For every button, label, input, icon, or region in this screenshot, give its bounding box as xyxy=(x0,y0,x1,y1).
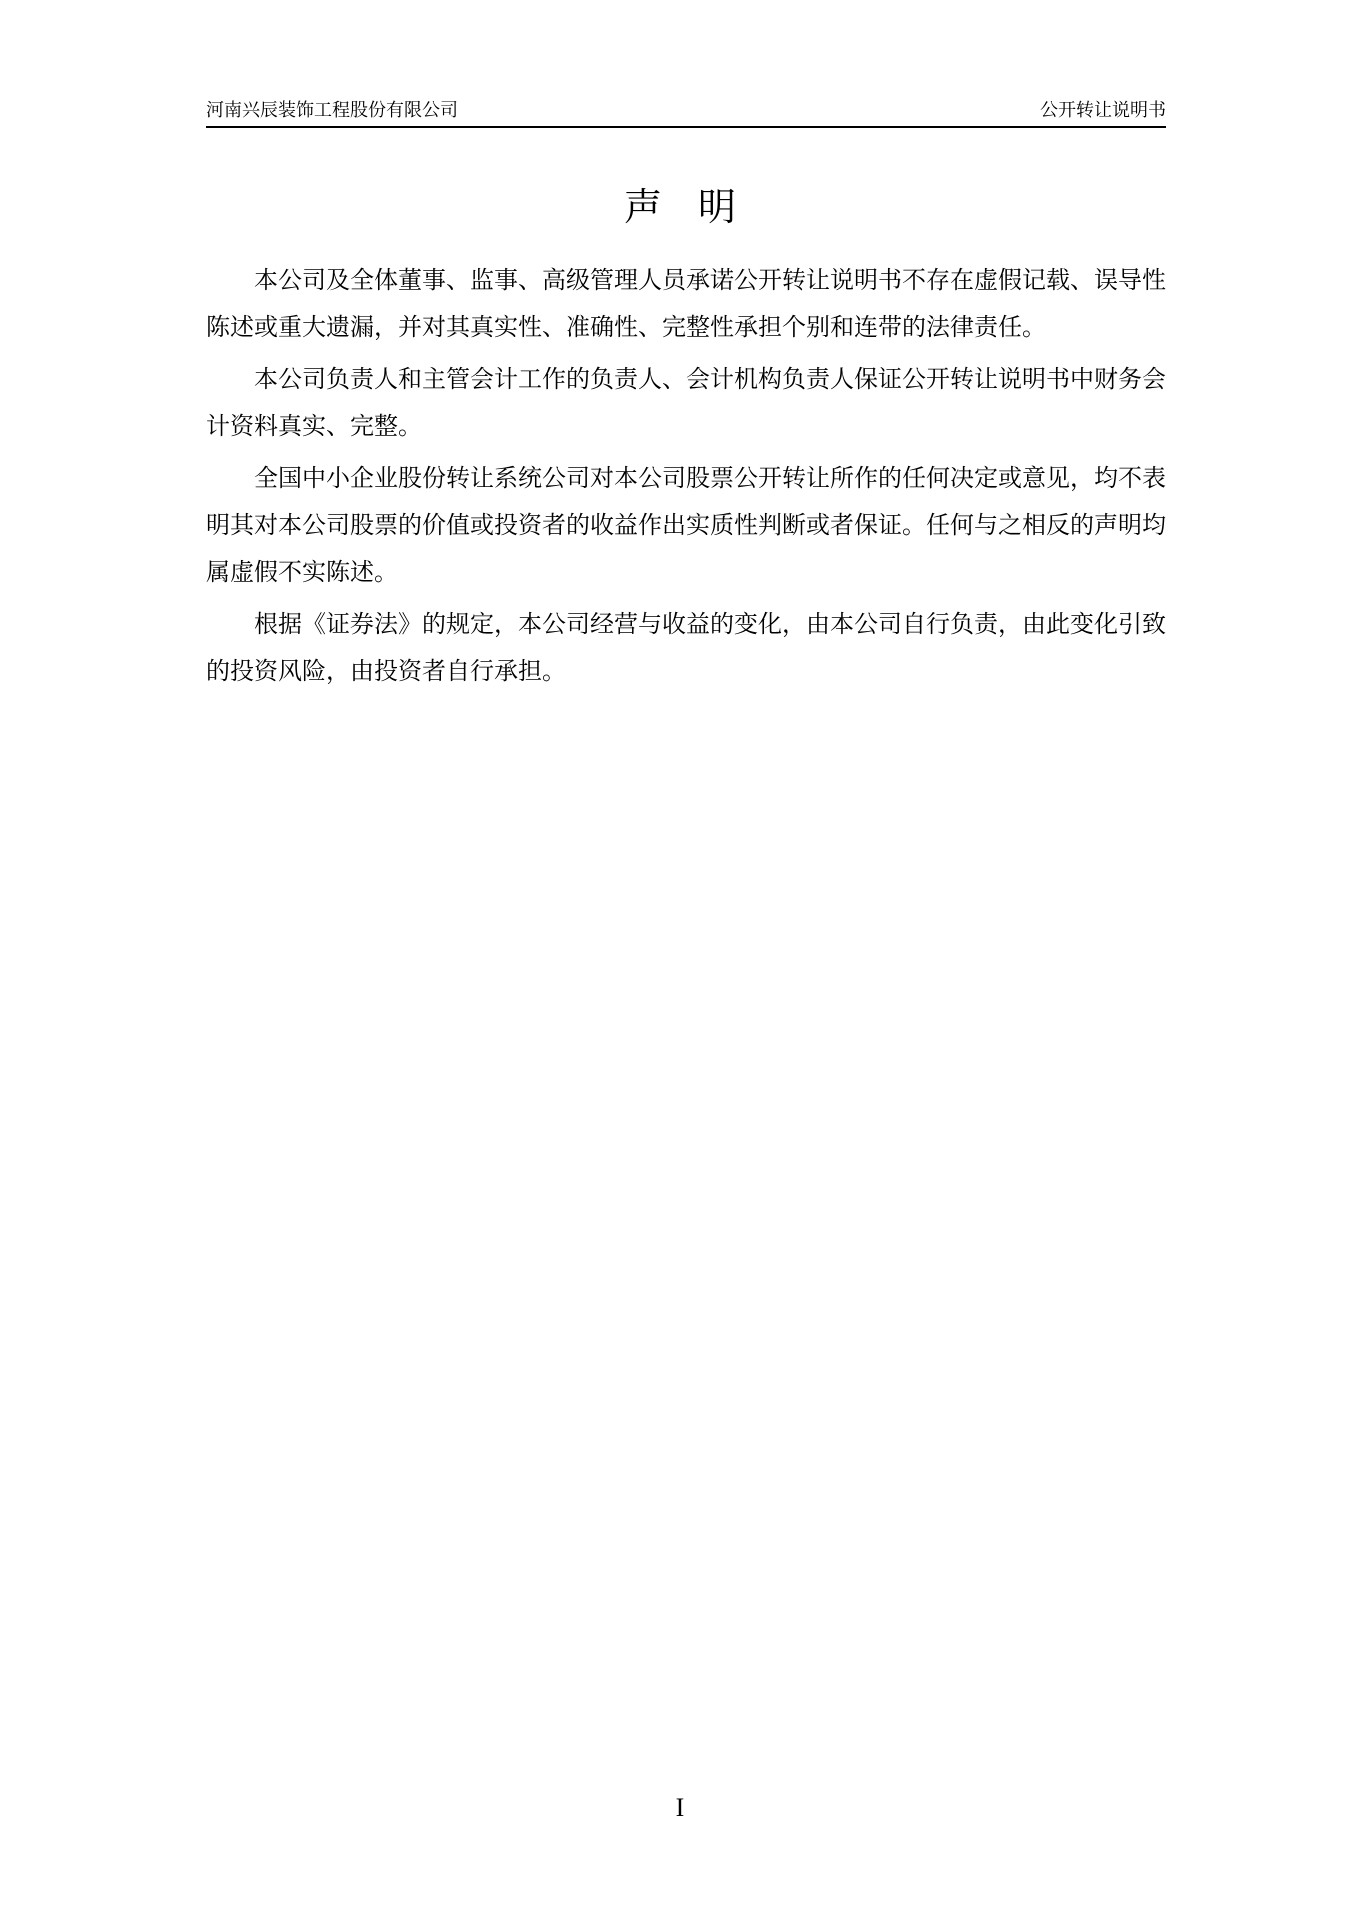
header-document-name: 公开转让说明书 xyxy=(1040,100,1166,121)
page-number: I xyxy=(675,1793,685,1822)
declaration-paragraph: 本公司及全体董事、监事、高级管理人员承诺公开转让说明书不存在虚假记载、误导性陈述或重大遗漏，并对其真实性、准确性、完整性承担个别和连带的法律责任。 xyxy=(206,266,1166,341)
page-header xyxy=(206,96,1166,128)
declaration-paragraph: 全国中小企业股份转让系统公司对本公司股票公开转让所作的任何决定或意见，均不表明其对本公司股票的价值或投资者的收益作出实质性判断或者保证。任何与之相反的声明均属虚假不实陈述。 xyxy=(206,464,1166,586)
declaration-paragraph: 本公司负责人和主管会计工作的负责人、会计机构负责人保证公开转让说明书中财务会计资料真实、完整。 xyxy=(206,365,1166,440)
header-company-name: 河南兴辰装饰工程股份有限公司 xyxy=(206,100,458,121)
declaration-body xyxy=(206,257,1166,700)
page-title: 声明 xyxy=(623,185,772,229)
declaration-paragraph: 根据《证券法》的规定，本公司经营与收益的变化，由本公司自行负责，由此变化引致的投资风险，由投资者自行承担。 xyxy=(206,610,1166,685)
